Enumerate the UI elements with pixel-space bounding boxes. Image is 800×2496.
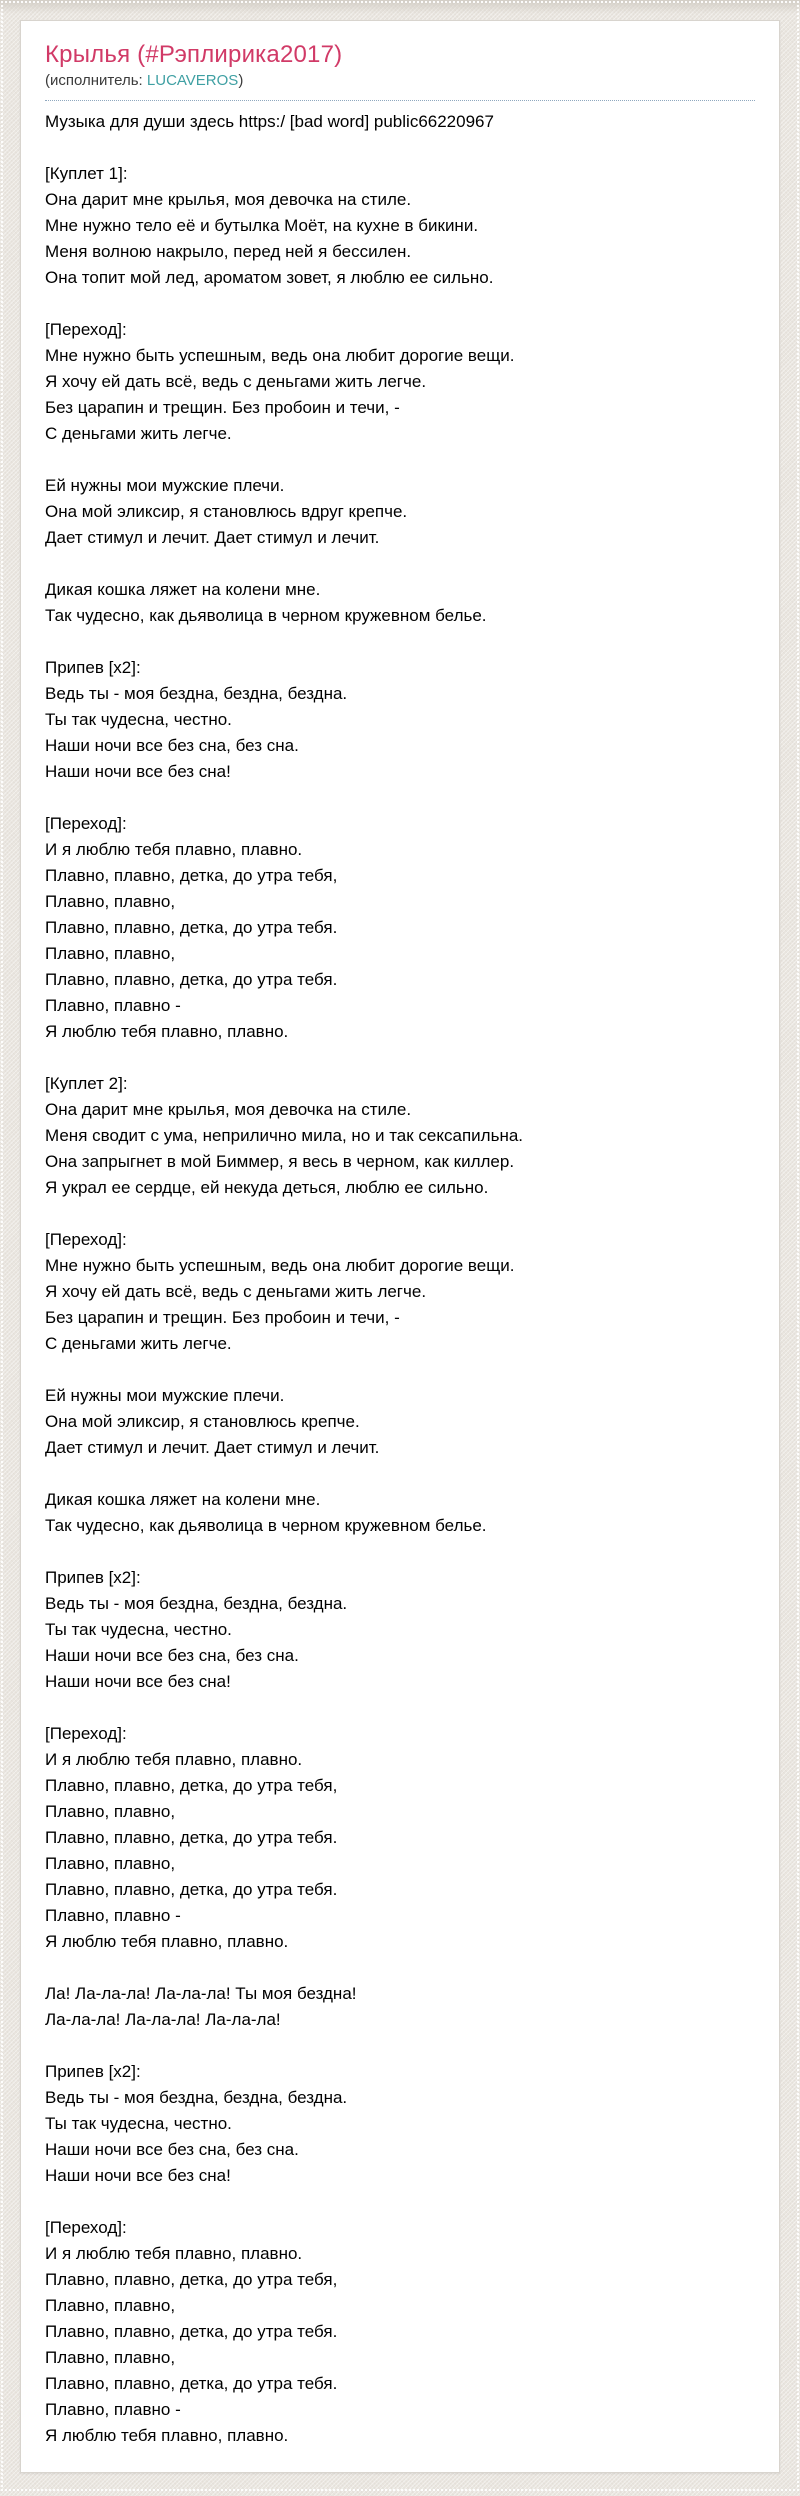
lyric-line: Без царапин и трещин. Без пробоин и течи, - — [45, 1308, 400, 1327]
stanza — [45, 655, 755, 785]
lyric-line: Она мой эликсир, я становлюсь вдруг крепче. — [45, 502, 408, 521]
lyric-line: Ты так чудесна, честно. — [45, 710, 232, 729]
lyric-line: [Переход]: — [45, 814, 127, 833]
stanza — [45, 1565, 755, 1695]
lyric-line: [Переход]: — [45, 2218, 127, 2237]
lyric-line: Ты так чудесна, честно. — [45, 1620, 232, 1639]
lyric-line: Ведь ты - моя бездна, бездна, бездна. — [45, 684, 348, 703]
stanza — [45, 2215, 755, 2449]
lyric-line: Наши ночи все без сна! — [45, 1672, 231, 1691]
lyric-line: Плавно, плавно, — [45, 2296, 176, 2315]
lyric-line: Ей нужны мои мужские плечи. — [45, 476, 285, 495]
lyric-line: Я люблю тебя плавно, плавно. — [45, 2426, 289, 2445]
lyric-line: Дикая кошка ляжет на колени мне. — [45, 1490, 321, 1509]
lyric-line: Плавно, плавно, — [45, 1802, 176, 1821]
lyric-line: Так чудесно, как дьяволица в черном кружевном белье. — [45, 1516, 487, 1535]
stanza — [45, 811, 755, 1045]
lyrics-text — [45, 109, 755, 2449]
lyric-line: Припев [x2]: — [45, 1568, 141, 1587]
stanza — [45, 473, 755, 551]
stanza — [45, 1721, 755, 1955]
lyric-line: И я люблю тебя плавно, плавно. — [45, 840, 303, 859]
stanza — [45, 1071, 755, 1201]
song-header — [45, 41, 755, 101]
lyric-line: Я люблю тебя плавно, плавно. — [45, 1022, 289, 1041]
stanza — [45, 1383, 755, 1461]
lyric-line: Мне нужно тело её и бутылка Моёт, на кухне в бикини. — [45, 216, 479, 235]
lyrics-card — [20, 20, 780, 2473]
lyric-line: Плавно, плавно - — [45, 1906, 181, 1925]
lyric-line: [Куплет 1]: — [45, 164, 128, 183]
lyric-line: Плавно, плавно, детка, до утра тебя. — [45, 2322, 338, 2341]
stanza — [45, 1487, 755, 1539]
stanza — [45, 577, 755, 629]
lyric-line: [Куплет 2]: — [45, 1074, 128, 1093]
lyric-line: Дает стимул и лечит. Дает стимул и лечит. — [45, 1438, 380, 1457]
stanza — [45, 161, 755, 291]
lyric-line: Плавно, плавно, детка, до утра тебя. — [45, 970, 338, 989]
lyric-line: Плавно, плавно, детка, до утра тебя. — [45, 2374, 338, 2393]
song-title: Крылья (#Рэплирика2017) — [45, 41, 343, 68]
lyric-line: Дает стимул и лечит. Дает стимул и лечит. — [45, 528, 380, 547]
lyric-line: И я люблю тебя плавно, плавно. — [45, 1750, 303, 1769]
lyric-line: Плавно, плавно - — [45, 996, 181, 1015]
stanza — [45, 1981, 755, 2033]
lyric-line: Я хочу ей дать всё, ведь с деньгами жить легче. — [45, 1282, 427, 1301]
lyric-line: Мне нужно быть успешным, ведь она любит дорогие вещи. — [45, 346, 515, 365]
lyric-line: Я люблю тебя плавно, плавно. — [45, 1932, 289, 1951]
lyric-line: Ведь ты - моя бездна, бездна, бездна. — [45, 1594, 348, 1613]
lyric-line: Так чудесно, как дьяволица в черном кружевном белье. — [45, 606, 487, 625]
lyric-line: Плавно, плавно, детка, до утра тебя. — [45, 1828, 338, 1847]
lyric-line: Ла! Ла-ла-ла! Ла-ла-ла! Ты моя бездна! — [45, 1984, 357, 2003]
lyric-line: Ла-ла-ла! Ла-ла-ла! Ла-ла-ла! — [45, 2010, 281, 2029]
lyric-line: Ей нужны мои мужские плечи. — [45, 1386, 285, 1405]
lyric-line: Наши ночи все без сна, без сна. — [45, 2140, 299, 2159]
stanza — [45, 2059, 755, 2189]
stanza — [45, 1227, 755, 1357]
artist-label: (исполнитель: — [45, 72, 143, 89]
stanza — [45, 317, 755, 447]
lyric-line: [Переход]: — [45, 320, 127, 339]
lyric-line: Плавно, плавно, детка, до утра тебя, — [45, 866, 338, 885]
lyric-line: Музыка для души здесь https:/ [bad word] public66220967 — [45, 112, 494, 131]
lyric-line: Плавно, плавно, детка, до утра тебя. — [45, 918, 338, 937]
lyric-line: Она запрыгнет в мой Биммер, я весь в черном, как киллер. — [45, 1152, 515, 1171]
artist-label-close-paren: ) — [238, 72, 244, 89]
lyric-line: И я люблю тебя плавно, плавно. — [45, 2244, 303, 2263]
lyric-line: Ведь ты - моя бездна, бездна, бездна. — [45, 2088, 348, 2107]
lyric-line: С деньгами жить легче. — [45, 424, 232, 443]
lyric-line: Наши ночи все без сна, без сна. — [45, 736, 299, 755]
lyric-line: Без царапин и трещин. Без пробоин и течи, - — [45, 398, 400, 417]
artist-line — [45, 71, 755, 91]
lyric-line: Наши ночи все без сна! — [45, 2166, 231, 2185]
lyric-line: [Переход]: — [45, 1230, 127, 1249]
lyric-line: Ты так чудесна, честно. — [45, 2114, 232, 2133]
lyric-line: Плавно, плавно, — [45, 944, 176, 963]
lyric-line: [Переход]: — [45, 1724, 127, 1743]
lyric-line: Плавно, плавно, — [45, 2348, 176, 2367]
stanza — [45, 109, 755, 135]
lyric-line: Наши ночи все без сна, без сна. — [45, 1646, 299, 1665]
lyric-line: Припев [x2]: — [45, 2062, 141, 2081]
lyric-line: Наши ночи все без сна! — [45, 762, 231, 781]
lyric-line: Плавно, плавно, детка, до утра тебя, — [45, 1776, 338, 1795]
artist-link[interactable]: LUCAVEROS — [146, 72, 239, 89]
lyric-line: Она дарит мне крылья, моя девочка на стиле. — [45, 1100, 412, 1119]
lyric-line: Плавно, плавно, детка, до утра тебя. — [45, 1880, 338, 1899]
lyric-line: Она дарит мне крылья, моя девочка на стиле. — [45, 190, 412, 209]
lyric-line: Меня сводит с ума, неприлично мила, но и так сексапильна. — [45, 1126, 524, 1145]
lyric-line: Припев [x2]: — [45, 658, 141, 677]
lyric-line: Я украл ее сердце, ей некуда деться, люблю ее сильно. — [45, 1178, 489, 1197]
lyric-line: Плавно, плавно, — [45, 1854, 176, 1873]
lyric-line: Она топит мой лед, ароматом зовет, я люблю ее сильно. — [45, 268, 494, 287]
lyric-line: С деньгами жить легче. — [45, 1334, 232, 1353]
lyric-line: Плавно, плавно, детка, до утра тебя, — [45, 2270, 338, 2289]
lyric-line: Плавно, плавно, — [45, 892, 176, 911]
lyric-line: Меня волною накрыло, перед ней я бессилен. — [45, 242, 412, 261]
lyric-line: Дикая кошка ляжет на колени мне. — [45, 580, 321, 599]
lyric-line: Я хочу ей дать всё, ведь с деньгами жить легче. — [45, 372, 427, 391]
lyric-line: Она мой эликсир, я становлюсь крепче. — [45, 1412, 360, 1431]
lyric-line: Плавно, плавно - — [45, 2400, 181, 2419]
lyric-line: Мне нужно быть успешным, ведь она любит дорогие вещи. — [45, 1256, 515, 1275]
